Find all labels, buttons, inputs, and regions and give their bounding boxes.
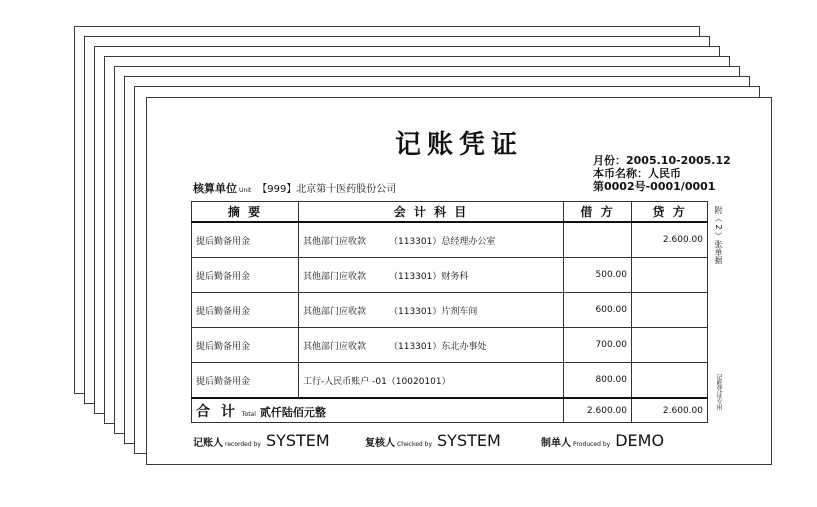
voucher-meta [593, 154, 731, 193]
header-summary: 摘 要 [192, 202, 299, 223]
producer-value: DEMO [615, 431, 665, 450]
checker-label: 复核人 [365, 438, 395, 449]
account-detail: （113301）总经理办公室 [389, 236, 496, 247]
attachment-count: 附（ 2 ）张单据 [714, 206, 723, 265]
table-row [192, 222, 708, 258]
account-name: 其他部门应收款 [303, 341, 367, 352]
cell-debit: 700.00 [564, 328, 632, 363]
cell-credit [632, 258, 708, 293]
cell-debit: 500.00 [564, 258, 632, 293]
cell-debit: 600.00 [564, 293, 632, 328]
voucher-number: 第0002号-0001/0001 [593, 180, 716, 193]
side-note: 记账凭证专用 [715, 374, 722, 410]
cell-account [299, 363, 564, 399]
cell-account [299, 258, 564, 293]
cell-summary: 提后勤备用金 [192, 222, 299, 258]
cell-summary: 提后勤备用金 [192, 293, 299, 328]
voucher-title: 记账凭证 [394, 130, 523, 160]
account-name: 其他部门应收款 [303, 236, 367, 247]
recorder-value: SYSTEM [265, 431, 330, 450]
cell-summary: 提后勤备用金 [192, 363, 299, 399]
account-detail: （113301）片剂车间 [389, 306, 478, 317]
table-row [192, 363, 708, 399]
table-header-row [192, 202, 708, 223]
total-label-en: Total [241, 410, 256, 418]
cell-credit: 2.600.00 [632, 222, 708, 258]
account-detail: （113301）东北办事处 [389, 341, 487, 352]
producer-signature [541, 431, 664, 450]
recorder-label-en: recorded by [225, 441, 261, 448]
accounting-unit [193, 180, 396, 196]
header-account: 会 计 科 目 [299, 202, 564, 223]
table-row [192, 293, 708, 328]
voucher-table [191, 201, 708, 423]
unit-label: 核算单位 [193, 182, 237, 195]
cell-debit: 800.00 [564, 363, 632, 399]
voucher-sheet [146, 97, 772, 465]
account-name: 其他部门应收款 [303, 271, 367, 282]
recorder-signature [193, 431, 330, 450]
total-label: 合 计 [196, 403, 238, 420]
cell-credit [632, 328, 708, 363]
table-row [192, 328, 708, 363]
unit-label-en: Unit [239, 187, 252, 194]
cell-debit [564, 222, 632, 258]
voucher-period: 月份：2005.10-2005.12 [593, 154, 731, 167]
cell-account [299, 293, 564, 328]
account-detail: （113301）财务科 [389, 271, 469, 282]
cell-account [299, 328, 564, 363]
table-row [192, 258, 708, 293]
unit-value: 【999】北京第十医药股份公司 [257, 184, 397, 195]
header-debit: 借 方 [564, 202, 632, 223]
account-name: 其他部门应收款 [303, 306, 367, 317]
checker-signature [365, 431, 501, 450]
recorder-label: 记账人 [193, 438, 223, 449]
checker-label-en: Checked by [397, 441, 433, 448]
total-credit: 2.600.00 [632, 398, 708, 423]
total-debit: 2.600.00 [564, 398, 632, 423]
account-name: 工行-人民币账户 -01（10020101） [303, 376, 451, 387]
cell-credit [632, 363, 708, 399]
voucher-currency: 本币名称：人民币 [593, 167, 681, 180]
cell-summary: 提后勤备用金 [192, 328, 299, 363]
header-credit: 贷 方 [632, 202, 708, 223]
cell-account [299, 222, 564, 258]
cell-credit [632, 293, 708, 328]
producer-label-en: Produced by [573, 441, 611, 448]
total-row [192, 398, 708, 423]
total-amount-words: 贰仟陆佰元整 [259, 405, 326, 419]
producer-label: 制单人 [541, 438, 571, 449]
checker-value: SYSTEM [437, 431, 501, 450]
cell-summary: 提后勤备用金 [192, 258, 299, 293]
total-cell [192, 398, 564, 423]
